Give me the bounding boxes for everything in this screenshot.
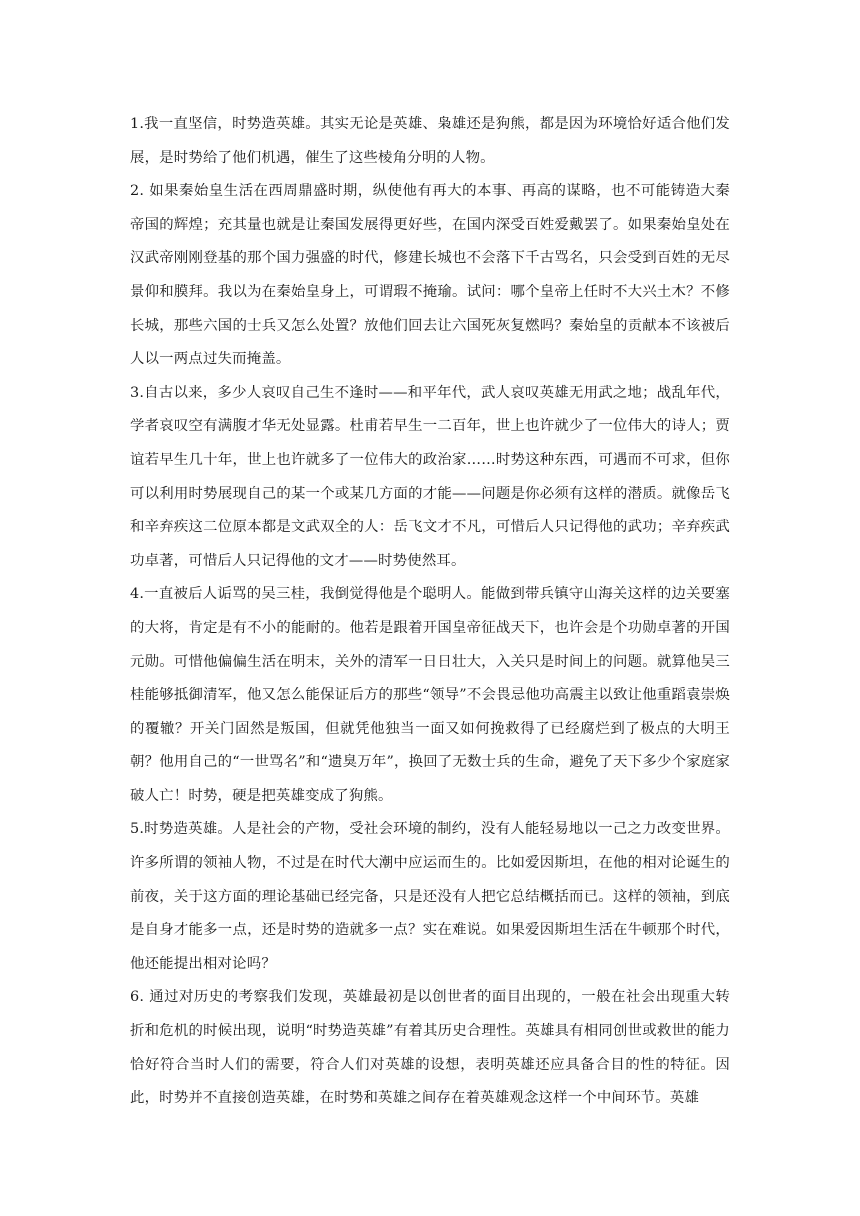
paragraph-3: 3.自古以来，多少人哀叹自己生不逢时——和平年代，武人哀叹英雄无用武之地；战乱年代，学者哀叹空有满腹才华无处显露。杜甫若早生一二百年，世上也许就少了一位伟大的诗人；贾谊若早生几十年，世上也许就多了一位伟大的政治家……时势这种东西，可遇而不可求，但你可以利用时势展现自己的某一个或某几方面的才能——问题是你必须有这样的潜质。就像岳飞和辛弃疾这二位原本都是文武双全的人：岳飞文才不凡，可惜后人只记得他的武功；辛弃疾武功卓著，可惜后人只记得他的文才——时势使然耳。 bbox=[130, 384, 730, 569]
paragraph-5: 5.时势造英雄。人是社会的产物，受社会环境的制约，没有人能轻易地以一己之力改变世界。许多所谓的领袖人物，不过是在时代大潮中应运而生的。比如爱因斯坦，在他的相对论诞生的前夜，关于这方面的理论基础已经完备，只是还没有人把它总结概括而已。这样的领袖，到底是自身才能多一点，还是时势的造就多一点？实在难说。如果爱因斯坦生活在牛顿那个时代，他还能提出相对论吗？ bbox=[130, 821, 730, 972]
paragraph-4: 4.一直被后人诟骂的吴三桂，我倒觉得他是个聪明人。能做到带兵镇守山海关这样的边关要塞的大将，肯定是有不小的能耐的。他若是跟着开国皇帝征战天下，也许会是个功勋卓著的开国元勋。可惜他偏偏生活在明末，关外的清军一日日壮大，入关只是时间上的问题。就算他吴三桂能够抵御清军，他又怎么能保证后方的那些“领导”不会畏忌他功高震主以致让他重蹈袁崇焕的覆辙？开关门固然是叛国，但就凭他独当一面又如何挽救得了已经腐烂到了极点的大明王朝？他用自己的“一世骂名”和“遗臭万年”，换回了无数士兵的生命，避免了天下多少个家庭家破人亡！时势，硬是把英雄变成了狗熊。 bbox=[130, 586, 730, 804]
paragraph-2: 2. 如果秦始皇生活在西周鼎盛时期，纵使他有再大的本事、再高的谋略，也不可能铸造大秦帝国的辉煌；充其量也就是让秦国发展得更好些，在国内深受百姓爱戴罢了。如果秦始皇处在汉武帝刚刚登基的那个国力强盛的时代，修建长城也不会落下千古骂名，只会受到百姓的无尽景仰和膜拜。我以为在秦始皇身上，可谓瑕不掩瑜。试问：哪个皇帝上任时不大兴土木？不修长城，那些六国的士兵又怎么处置？放他们回去让六国死灰复燃吗？秦始皇的贡献本不该被后人以一两点过失而掩盖。 bbox=[130, 183, 730, 368]
document-body bbox=[130, 108, 730, 1116]
paragraph-6: 6. 通过对历史的考察我们发现，英雄最初是以创世者的面目出现的，一般在社会出现重大转折和危机的时候出现，说明“时势造英雄”有着其历史合理性。英雄具有相同创世或救世的能力恰好符合当时人们的需要，符合人们对英雄的设想，表明英雄还应具备合目的性的特征。因此，时势并不直接创造英雄，在时势和英雄之间存在着英雄观念这样一个中间环节。英雄 bbox=[130, 989, 730, 1107]
paragraph-1: 1.我一直坚信，时势造英雄。其实无论是英雄、枭雄还是狗熊，都是因为环境恰好适合他们发展，是时势给了他们机遇，催生了这些棱角分明的人物。 bbox=[130, 116, 730, 166]
